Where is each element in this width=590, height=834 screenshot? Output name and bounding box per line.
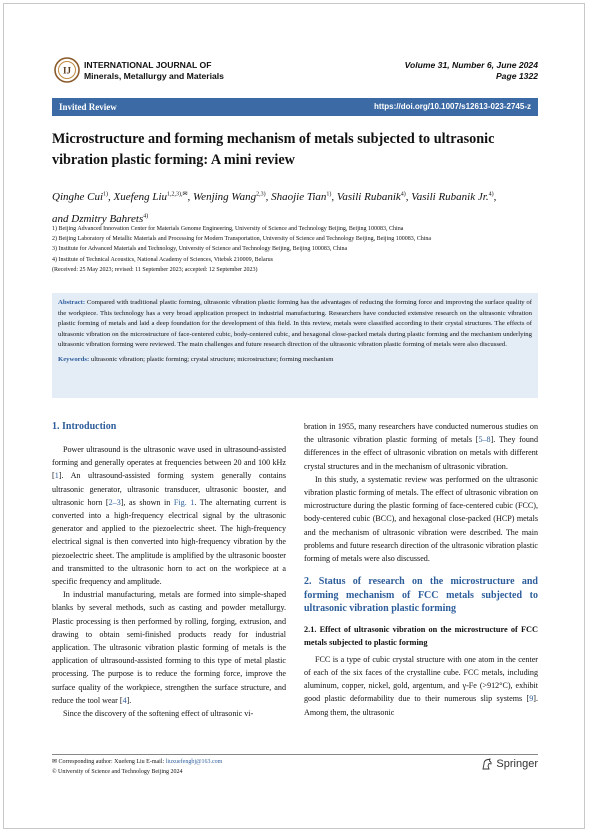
springer-horse-icon — [481, 758, 493, 770]
keywords — [58, 355, 532, 366]
citation-link[interactable]: 4 — [122, 695, 127, 705]
author: and Dzmitry Bahrets$^{4)}$ — [52, 213, 149, 226]
keywords-label: Keywords: — [58, 355, 90, 363]
affiliation-4: 4) Institute of Technical Acoustics, National Academy of Sciences, Vitebsk 210009, Belarus — [52, 256, 273, 263]
author-list — [52, 184, 538, 229]
paragraph: In this study, a systematic review was performed on the ultrasonic vibration plastic forming of metals. The effect of ultrasonic vibration on microstructure during the plastic forming of face-centered cubic (FCC), body-centered cubic (BCC), and hexagonal close-packed (HCP) metals and the mechanism of ultrasonic vibration were described. The main problems and future research direction of the ultrasonic vibration plastic forming of metals were also discussed. — [304, 474, 538, 564]
corresponding-author: ✉ Corresponding author: Xuefeng Liu E-mail: liuxuefengbj@163.com — [52, 759, 223, 765]
article-title: Microstructure and forming mechanism of metals subjected to ultrasonic vibration plastic forming: A mini review — [52, 131, 495, 168]
section-heading-introduction: 1. Introduction — [52, 421, 117, 432]
left-column — [52, 420, 286, 720]
footer-notes — [52, 757, 222, 777]
author: Shaojie Tian$^{1)}$, — [271, 190, 337, 203]
citation-link[interactable]: 2–3 — [108, 497, 121, 507]
abstract-body — [58, 298, 532, 351]
journal-name — [84, 60, 224, 82]
paragraph: FCC is a type of cubic crystal structure with one atom in the center of each of the six faces of the crystalline cube. FCC metals, including aluminum, copper, nickel, gold, argentum, and γ-Fe (>912°C), exhibit good plastic deformability due to their numerous slip systems [9]. Among them, the ultrasonic — [304, 654, 538, 717]
citation-link[interactable]: 5–8 — [478, 435, 491, 445]
publisher-name: Springer — [496, 758, 538, 770]
abstract-text: Compared with traditional plastic forming, ultrasonic vibration plastic forming has the advantages of reducing the forming force and improving the surface quality of the workpiece. This technology has a very broad application prospect in industrial manufacturing. Researchers have conducted extensive research on the ultrasonic vibration plastic forming of metals and laid a deep foundation for the development of this field. In this review, metals were classified according to their crystal structures. The effects of ultrasonic vibration on the microstructure of face-centered cubic, body-centered cubic, and hexagonal close-packed metals during plastic forming and the mechanism underlying ultrasonic vibration forming were reviewed. The main challenges and future research direction of the ultrasonic vibration plastic forming of metals were also discussed. — [58, 299, 532, 348]
copyright: © University of Science and Technology Beijing 2024 — [52, 769, 183, 775]
doi-link[interactable]: https://doi.org/10.1007/s12613-023-2745-z — [374, 102, 531, 111]
affiliation-3: 3) Institute for Advanced Materials and Technology, University of Science and Technology Beijing, Beijing 100083, China — [52, 246, 348, 253]
subsection-heading-2-1: 2.1. Effect of ultrasonic vibration on the microstructure of FCC metals subjected to plastic forming — [304, 624, 538, 647]
received-dates: (Received: 25 May 2023; revised: 11 September 2023; accepted: 12 September 2023) — [52, 266, 258, 273]
svg-text:IJ: IJ — [62, 65, 72, 76]
abstract-label: Abstract: — [58, 299, 86, 306]
page-number: Page 1322 — [495, 71, 538, 81]
author: Wenjing Wang$^{2,3)}$, — [193, 190, 272, 203]
journal-line-2: Minerals, Metallurgy and Materials — [84, 71, 224, 81]
author: Xuefeng Liu$^{1,2,3),✉}$, — [113, 190, 194, 203]
article-type-band — [52, 98, 538, 116]
paragraph: In industrial manufacturing, metals are formed into simple-shaped blanks by several methods, such as casting and powder metallurgy. Plastic processing is then performed by rolling, forging, extrusion, and drawing to obtain semi-finished products ready for industrial application. The ultrasonic vibration plastic forming of metals is the application of ultrasound-assisted forming to this type of metal plastic processing. The purpose is to reduce the forming force, improve the surface quality of the workpiece, strengthen the surface structure, and reduce the tool wear [4]. — [52, 590, 286, 705]
affiliation-1: 1) Beijing Advanced Innovation Center for Materials Genome Engineering, University of Science and Technology Beijing, Beijing 100083, China — [52, 226, 404, 232]
volume-info: Volume 31, Number 6, June 2024 — [404, 60, 538, 70]
footer-rule — [52, 754, 538, 755]
paragraph: bration in 1955, many researchers have conducted numerous studies on the ultrasonic vibration plastic forming of metals [5–8]. They found differences in the effect of ultrasonic vibration on metals with different crystal structures and in the mechanism of ultrasonic vibration. — [304, 422, 538, 471]
keywords-text: ultrasonic vibration; plastic forming; crystal structure; microstructure; forming mechanism — [90, 355, 334, 363]
article-type: Invited Review — [59, 102, 117, 112]
issue-info — [405, 60, 538, 82]
ijmmm-logo-icon — [54, 57, 80, 83]
paragraph: Power ultrasound is the ultrasonic wave used in ultrasound-assisted forming and generally operates at frequencies between 20 and 100 kHz [1]. An ultrasound-assisted forming system generally contains ultrasonic generator, ultrasonic transducer, ultrasonic booster, and ultrasonic horn [2–3], as shown in Fig. 1. The alternating current is converted into a high-frequency electrical signal by the ultrasonic generator and applied to the piezoelectric sheet. The high-frequency electrical signal is then converted into high-frequency vibration by the piezoelectric sheet. The amplitude is amplified by the ultrasonic booster and transmitted to the ultrasonic horn to act on the workpiece at a specific frequency and amplitude. — [52, 445, 286, 587]
author: Vasili Rubanik Jr.$^{4)}$, — [411, 190, 497, 203]
section-heading-2: 2. Status of research on the microstructure and forming mechanism of FCC metals subjected to ultrasonic vibration plastic forming — [304, 576, 538, 615]
right-column — [304, 420, 538, 719]
journal-line-1: INTERNATIONAL JOURNAL OF — [84, 60, 212, 70]
author: Qinghe Cui$^{1)}$, — [52, 190, 114, 203]
citation-link[interactable]: 1 — [54, 471, 59, 481]
figure-link[interactable]: Fig. 1 — [173, 497, 195, 507]
paragraph: Since the discovery of the softening effect of ultrasonic vi- — [63, 709, 254, 719]
springer-logo — [481, 758, 538, 770]
citation-link[interactable]: 9 — [529, 694, 534, 704]
abstract-box — [52, 293, 538, 398]
email-link[interactable]: liuxuefengbj@163.com — [165, 759, 223, 765]
author: Vasili Rubanik$^{4)}$, — [336, 190, 412, 203]
affiliations — [52, 224, 538, 275]
affiliation-2: 2) Beijing Laboratory of Metallic Materials and Processing for Modern Transportation, University of Science and Technology Beijing, Beijing 100083, China — [52, 236, 432, 243]
